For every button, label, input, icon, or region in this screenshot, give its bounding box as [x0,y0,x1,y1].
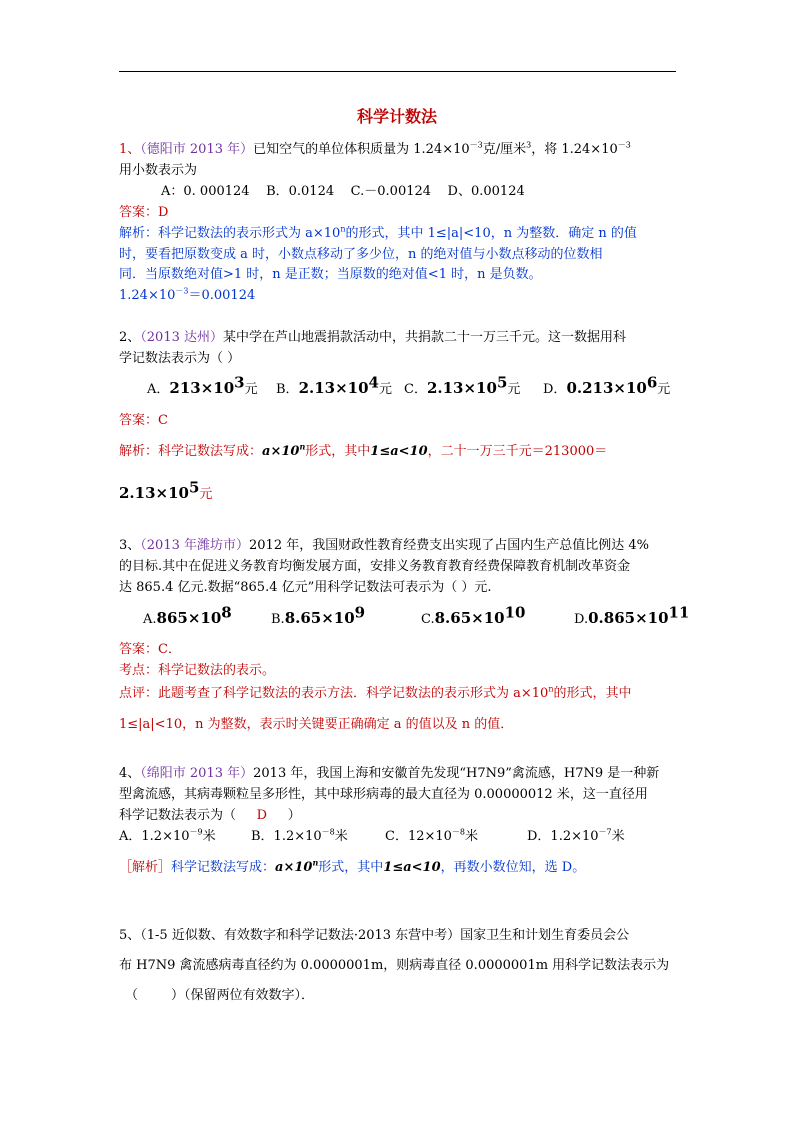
q2-source: （2013 达州） [140,330,223,345]
q3-stem: 3、（2013 年潍坊市）2012 年，我国财政性教育经费支出实现了占国内生产总值比例达 4% [119,538,649,553]
q3-stem-line3: 达 865.4 亿元.数据“865.4 亿元”用科学记数法可表示为（ ）元. [119,580,492,595]
q4-option-d: D．$1.2\times 10^{-7}$米 [527,827,625,844]
q3-stem-line2: 的目标.其中在促进义务教育均衡发展方面，安排义务教育教育经费保障教育机制改革资金 [119,559,631,574]
q3-source: （2013 年潍坊市） [140,538,249,553]
q1-stem: 1、（德阳市 2013 年）已知空气的单位体积质量为 $1.24\times 10^{-3}$克/厘米$^3$，将 $1.24\times 10^{-3}$ [119,140,631,157]
q3-option-d: $D.0.865\times 10^{11}$ [574,603,690,627]
q2-option-c: C．$2.13\times 10^5$元 [404,373,521,397]
q2-stem: 2、（2013 达州）某中学在芦山地震捐款活动中，共捐款二十一万三千元。这一数据用科 [119,330,627,345]
q4-stem: 4、（绵阳市 2013 年）2013 年，我国上海和安徽首先发现“H7N9”禽流感，H7N9 是一种新 [119,766,660,781]
q5-stem-line2: 布 H7N9 禽流感病毒直径约为 0.0000001m，则病毒直径 0.0000001m 用科学记数法表示为 [119,958,670,973]
q2-stem-line2: 学记数法表示为（ ） [119,351,241,366]
q2-option-b: B．$2.13\times 10^4$元 [276,373,392,397]
q4-stem-line3: 科学记数法表示为（ D ） [119,808,301,823]
q2-result: $2.13\times 10^5$元 [119,478,213,502]
q3-option-a: $A.865\times 10^8$ [143,603,232,627]
q5-stem: 5、（1-5 近似数、有效数字和科学记数法·2013 东营中考）国家卫生和计划生育委员会公 [119,928,630,943]
q4-option-b: B．$1.2\times 10^{-8}$米 [251,827,348,844]
q2-answer: 答案：C [119,413,168,428]
q5-stem-line3: （ ）（保留两位有效数字）． [125,988,315,1003]
q1-number: 1、 [119,142,141,157]
q1-answer: 答案：D [119,205,169,220]
q4-option-a: A．$1.2\times 10^{-9}$米 [119,827,216,844]
q3-option-b: $B.8.65\times 10^9$ [271,603,366,627]
q3-kaodian: 考点：科学记数法的表示。 [119,663,276,678]
q4-option-c: C．$12\times 10^{-8}$米 [385,827,479,844]
q2-option-a: A．$213\times 10^3$元 [147,373,258,397]
q2-analysis: 解析：科学记数法写成：$a\times 10^n$形式，其中1≤a<10，二十一万三千元＝213000＝ [119,441,608,459]
q2-option-d: D．$0.213\times 10^6$元 [543,373,671,397]
q1-analysis-line2: 时，要看把原数变成 a 时，小数点移动了多少位，n 的绝对值与小数点移动的位数相 [119,247,603,262]
q3-answer: 答案：C． [119,642,181,657]
q4-number: 4、 [119,766,141,781]
q3-dianping-line1: 点评：此题考查了科学记数法的表示方法．科学记数法的表示形式为 $a\times 10^n$的形式，其中 [119,684,632,701]
page-title: 科学计数法 [356,107,437,126]
q1-analysis-line3: 同．当原数绝对值>1 时，n 是正数；当原数的绝对值<1 时，n 是负数。 [119,267,542,282]
q4-source: （绵阳市 2013 年） [140,766,254,781]
header-rule [119,71,676,72]
q1-options: A：0. 000124 B．0.0124 C.－0.00124 D、0.00124 [161,184,525,199]
q1-analysis-line1: 解析：科学记数法的表示形式为 $a\times 10^n$的形式，其中 1≤|a|<10，n 为整数．确定 n 的值 [119,224,637,241]
q1-calc: $1.24\times 10^{-3}=0.00124$ [119,286,256,303]
q1-stem-line2: 用小数表示为 [119,163,198,178]
q3-number: 3、 [119,538,141,553]
q4-stem-line2: 型禽流感，其病毒颗粒呈多形性，其中球形病毒的最大直径为 0.00000012 米，这一直径用 [119,787,648,802]
q4-answer: D [256,808,268,823]
q3-option-c: $C.8.65\times 10^{10}$ [421,603,526,627]
q4-analysis: ［解析］科学记数法写成：$a\times 10^n$形式，其中1≤a<10，再数小数位知，选 D。 [119,857,586,875]
q1-source: （德阳市 2013 年） [140,142,254,157]
q2-number: 2、 [119,330,141,345]
q3-dianping-line2: 1≤|a|<10，n 为整数，表示时关键要正确确定 a 的值以及 n 的值． [119,717,514,732]
